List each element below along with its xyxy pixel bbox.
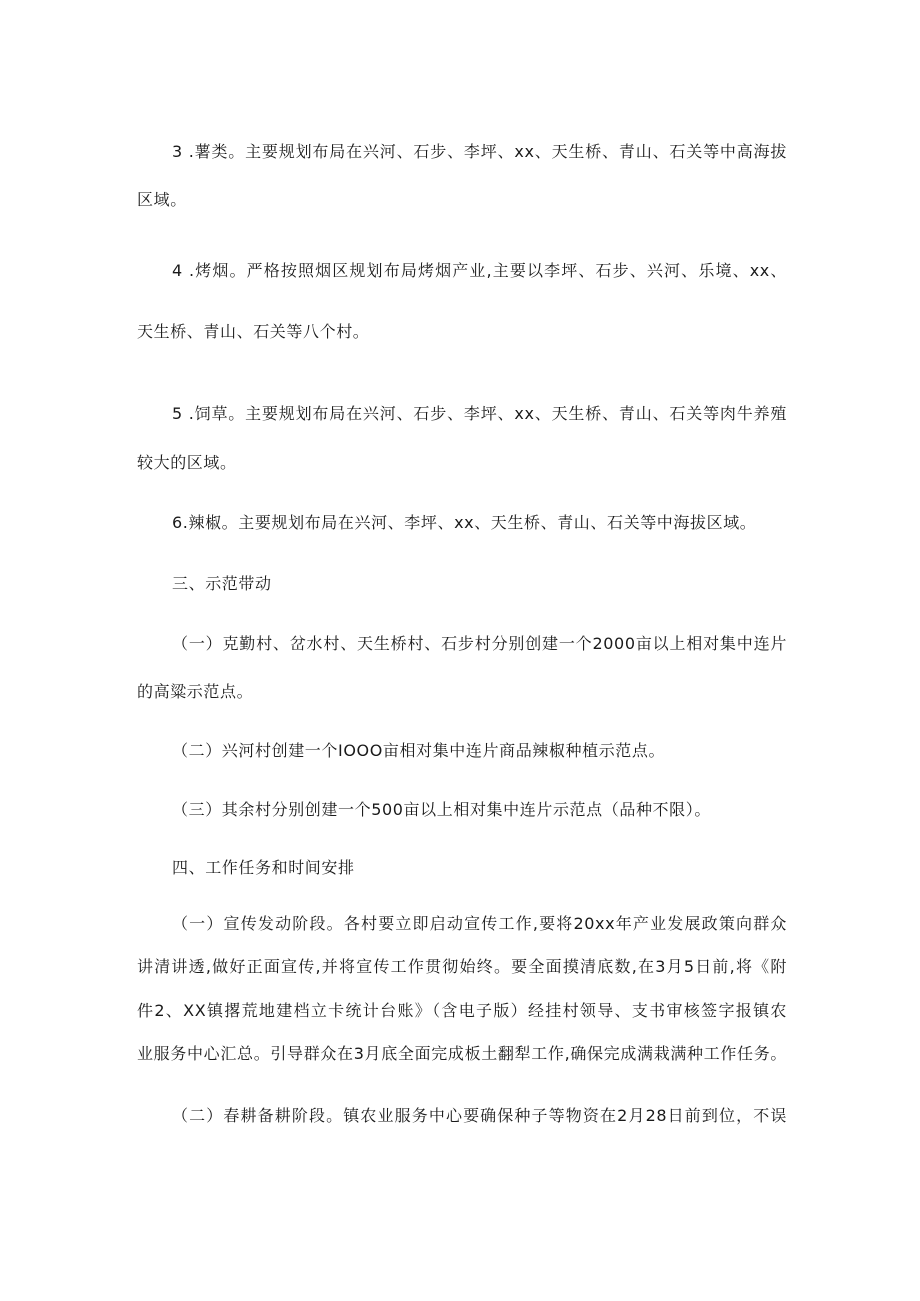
paragraph-pepper: 6.辣椒。主要规划布局在兴河、李坪、xx、天生桥、青山、石关等中海拔区域。 — [172, 513, 757, 532]
paragraph-publicity-line-3: 件2、XX镇撂荒地建档立卡统计台账》（含电子版）经挂村领导、支书审核签字报镇农 — [137, 1001, 787, 1020]
paragraph-publicity-line-2: 讲清讲透,做好正面宣传,并将宣传工作贯彻始终。要全面摸清底数,在3月5日前,将《附 — [137, 957, 787, 976]
paragraph-demo-3: （三）其余村分别创建一个500亩以上相对集中连片示范点（品种不限）。 — [172, 800, 711, 819]
paragraph-tobacco-line-2: 天生桥、青山、石关等八个村。 — [137, 322, 370, 341]
paragraph-publicity-line-1: （一）宣传发动阶段。各村要立即启动宣传工作,要将20xx年产业发展政策向群众 — [172, 914, 787, 933]
section-heading-tasks: 四、工作任务和时间安排 — [172, 858, 355, 877]
paragraph-demo-1-line-2: 的高粱示范点。 — [137, 682, 254, 701]
paragraph-forage-line-2: 较大的区域。 — [137, 453, 237, 472]
paragraph-tobacco-line-1: 4 .烤烟。严格按照烟区规划布局烤烟产业,主要以李坪、石步、兴河、乐境、xx、 — [172, 261, 787, 280]
paragraph-potato-line-1: 3 .薯类。主要规划布局在兴河、石步、李坪、xx、天生桥、青山、石关等中高海拔 — [172, 142, 787, 161]
paragraph-publicity-line-4: 业服务中心汇总。引导群众在3月底全面完成板土翻犁工作,确保完成满栽满种工作任务。 — [137, 1044, 787, 1063]
paragraph-spring-plowing-line-1: （二）春耕备耕阶段。镇农业服务中心要确保种子等物资在2月28日前到位，不误 — [172, 1106, 787, 1125]
paragraph-demo-1-line-1: （一）克勤村、岔水村、天生桥村、石步村分别创建一个2000亩以上相对集中连片 — [172, 634, 787, 653]
paragraph-potato-line-2: 区域。 — [137, 190, 187, 209]
paragraph-forage-line-1: 5 .饲草。主要规划布局在兴河、石步、李坪、xx、天生桥、青山、石关等肉牛养殖 — [172, 404, 787, 423]
paragraph-demo-2: （二）兴河村创建一个IOOO亩相对集中连片商品辣椒种植示范点。 — [172, 741, 666, 760]
section-heading-demonstration: 三、示范带动 — [172, 574, 272, 593]
